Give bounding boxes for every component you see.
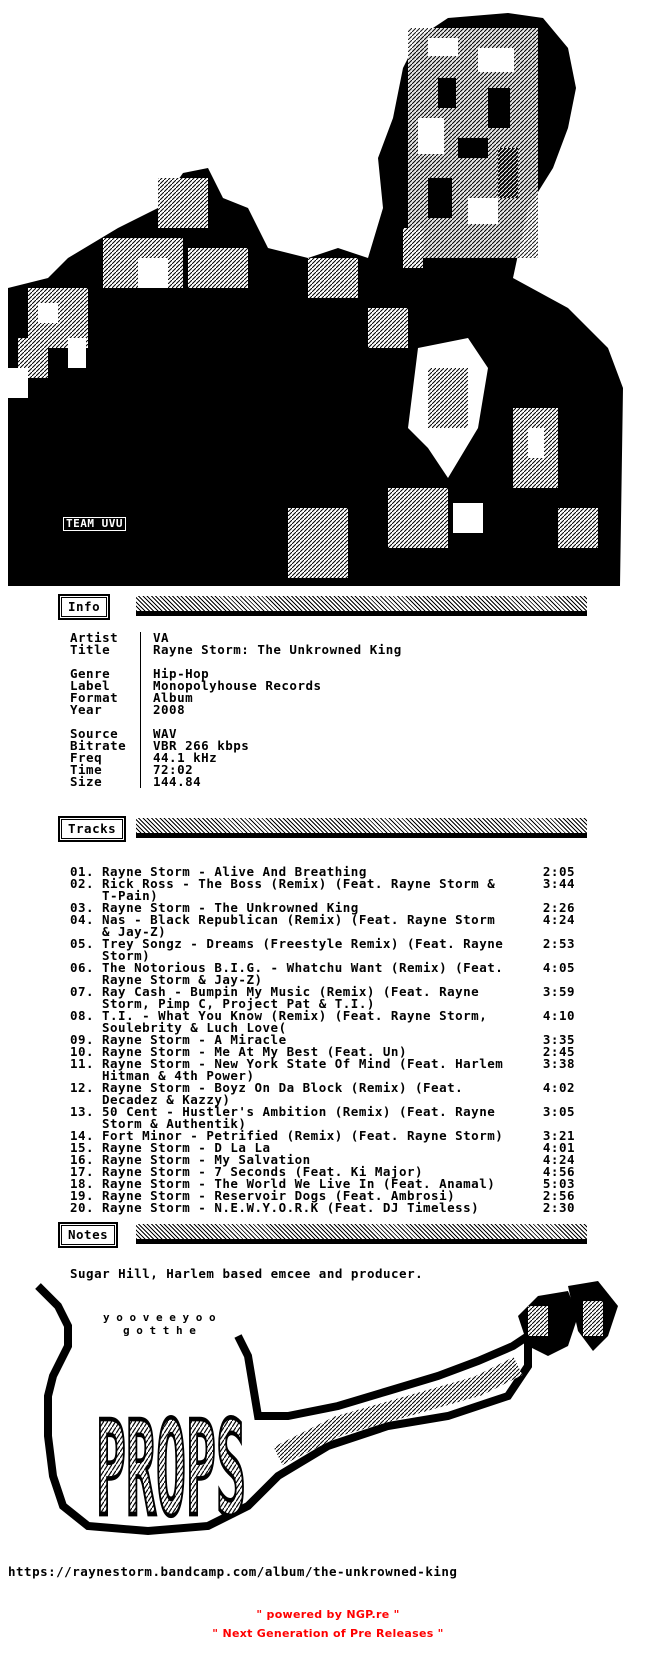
track-length: 3:59	[542, 984, 575, 999]
track-length: 4:05	[542, 960, 575, 975]
info-row-artist: Artist VA	[70, 630, 170, 645]
track-title: Rayne Storm - 7 Seconds (Feat. Ki Major)	[102, 1164, 424, 1179]
track-length: 3:21	[542, 1128, 575, 1143]
info-row-time: Time 72:02	[70, 762, 194, 777]
track-length: 2:26	[542, 900, 575, 915]
props-line2: g o t t h e	[123, 1324, 196, 1337]
props-word: PROPS	[96, 1392, 246, 1545]
track-length: 3:44	[542, 876, 575, 891]
nfo-hero-artwork	[8, 8, 648, 588]
track-number: 10.	[70, 1044, 95, 1059]
info-section-title: Info	[58, 594, 110, 620]
track-number: 16.	[70, 1152, 95, 1167]
track-number: 07.	[70, 984, 95, 999]
track-length: 5:03	[542, 1176, 575, 1191]
track-length: 4:01	[542, 1140, 575, 1155]
track-row	[70, 986, 575, 1010]
info-row-title: Title Rayne Storm: The Unkrowned King	[70, 642, 402, 657]
track-number: 04.	[70, 912, 95, 927]
track-row	[70, 1082, 575, 1106]
info-row-year: Year 2008	[70, 702, 186, 717]
track-number: 19.	[70, 1188, 95, 1203]
track-number: 12.	[70, 1080, 95, 1095]
info-row-size: Size 144.84	[70, 774, 202, 789]
track-row	[70, 1058, 575, 1082]
tracks-section-rule	[136, 818, 587, 838]
info-row-bitrate: Bitrate VBR 266 kbps	[70, 738, 250, 753]
track-title: Rayne Storm - N.E.W.Y.O.R.K (Feat. DJ Timeless)	[102, 1200, 480, 1215]
track-number: 09.	[70, 1032, 95, 1047]
notes-section-rule	[136, 1224, 587, 1244]
track-length: 3:38	[542, 1056, 575, 1071]
track-row	[70, 914, 575, 938]
track-number: 05.	[70, 936, 95, 951]
track-title: Trey Songz - Dreams (Freestyle Remix) (Feat. Rayne Storm)	[102, 936, 504, 963]
team-label: TEAM UVU	[63, 517, 126, 531]
track-length: 4:24	[542, 1152, 575, 1167]
track-number: 20.	[70, 1200, 95, 1215]
track-title: Fort Minor - Petrified (Remix) (Feat. Rayne Storm)	[102, 1128, 504, 1143]
track-length: 2:45	[542, 1044, 575, 1059]
track-row	[70, 1106, 575, 1130]
track-row	[70, 1010, 575, 1034]
track-title: Rayne Storm - D La La	[102, 1140, 271, 1155]
info-row-freq: Freq 44.1 kHz	[70, 750, 218, 765]
track-title: Rayne Storm - Me At My Best (Feat. Un)	[102, 1044, 407, 1059]
track-title: Ray Cash - Bumpin My Music (Remix) (Feat. Rayne Storm, Pimp C, Project Pat & T.I.)	[102, 984, 480, 1011]
track-row	[70, 962, 575, 986]
track-number: 11.	[70, 1056, 95, 1071]
track-length: 3:35	[542, 1032, 575, 1047]
track-length: 2:56	[542, 1188, 575, 1203]
track-number: 15.	[70, 1140, 95, 1155]
track-number: 02.	[70, 876, 95, 891]
track-length: 4:56	[542, 1164, 575, 1179]
track-number: 14.	[70, 1128, 95, 1143]
track-title: Rayne Storm - My Salvation	[102, 1152, 311, 1167]
info-row-label: Label Monopolyhouse Records	[70, 678, 322, 693]
track-title: Rick Ross - The Boss (Remix) (Feat. Rayne Storm & T-Pain)	[102, 876, 496, 903]
track-length: 4:02	[542, 1080, 575, 1095]
next-generation-text: " Next Generation of Pre Releases "	[212, 1627, 444, 1640]
track-number: 13.	[70, 1104, 95, 1119]
info-row-format: Format Album	[70, 690, 194, 705]
info-table	[70, 632, 402, 788]
props-ascii-artwork	[8, 1276, 648, 1556]
notes-text: Sugar Hill, Harlem based emcee and producer.	[70, 1266, 424, 1281]
track-title: The Notorious B.I.G. - Whatchu Want (Remix) (Feat. Rayne Storm & Jay-Z)	[102, 960, 504, 987]
notes-section-title: Notes	[58, 1222, 118, 1248]
track-number: 03.	[70, 900, 95, 915]
track-title: Nas - Black Republican (Remix) (Feat. Rayne Storm & Jay-Z)	[102, 912, 496, 939]
tracklist	[70, 866, 575, 1214]
track-number: 08.	[70, 1008, 95, 1023]
info-row-source: Source WAV	[70, 726, 178, 741]
track-title: Rayne Storm - Boyz On Da Block (Remix) (Feat. Decadez & Kazzy)	[102, 1080, 464, 1107]
notes-section-header	[58, 1222, 587, 1248]
info-section-rule	[136, 596, 587, 616]
powered-by-text: " powered by NGP.re "	[256, 1608, 400, 1621]
info-section-header	[58, 594, 587, 620]
release-url-link[interactable]: https://raynestorm.bandcamp.com/album/the-unkrowned-king	[8, 1564, 458, 1579]
track-title: T.I. - What You Know (Remix) (Feat. Rayne Storm, Soulebrity & Luch Love(	[102, 1008, 488, 1035]
tracks-section-header	[58, 816, 587, 842]
track-length: 4:24	[542, 912, 575, 927]
track-length: 3:05	[542, 1104, 575, 1119]
track-length: 2:05	[542, 864, 575, 879]
track-title: Rayne Storm - The World We Live In (Feat. Anamal)	[102, 1176, 496, 1191]
track-title: Rayne Storm - A Miracle	[102, 1032, 287, 1047]
info-row-genre: Genre Hip-Hop	[70, 666, 210, 681]
track-length: 2:30	[542, 1200, 575, 1215]
track-title: Rayne Storm - Reservoir Dogs (Feat. Ambrosi)	[102, 1188, 456, 1203]
track-length: 2:53	[542, 936, 575, 951]
track-title: Rayne Storm - New York State Of Mind (Feat. Harlem Hitman & 4th Power)	[102, 1056, 504, 1083]
track-row	[70, 938, 575, 962]
props-line1: y o o v e e y o o	[103, 1311, 216, 1324]
track-length: 4:10	[542, 1008, 575, 1023]
track-row	[70, 878, 575, 902]
track-title: 50 Cent - Hustler's Ambition (Remix) (Feat. Rayne Storm & Authentik)	[102, 1104, 496, 1131]
track-number: 06.	[70, 960, 95, 975]
track-number: 01.	[70, 864, 95, 879]
tracks-section-title: Tracks	[58, 816, 126, 842]
track-number: 18.	[70, 1176, 95, 1191]
track-row	[70, 1202, 575, 1214]
track-number: 17.	[70, 1164, 95, 1179]
track-title: Rayne Storm - Alive And Breathing	[102, 864, 367, 879]
track-title: Rayne Storm - The Unkrowned King	[102, 900, 359, 915]
